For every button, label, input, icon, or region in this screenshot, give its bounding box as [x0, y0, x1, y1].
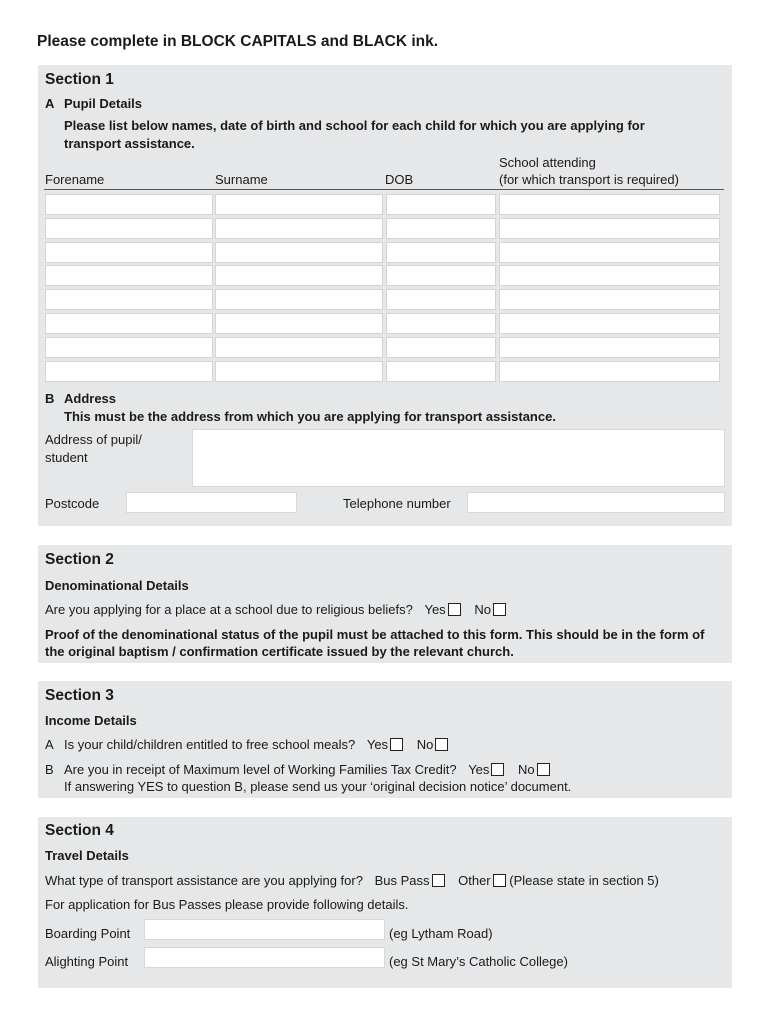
- other-label: Other: [458, 873, 491, 888]
- section-2: [38, 545, 732, 663]
- pupil-dob-input[interactable]: [386, 194, 496, 215]
- pupil-school-input[interactable]: [499, 265, 720, 286]
- pupil-dob-input[interactable]: [386, 337, 496, 358]
- form-instruction-heading: Please complete in BLOCK CAPITALS and BLACK ink.: [37, 33, 439, 50]
- section-4-title: Section 4: [45, 822, 114, 839]
- pupil-forename-input[interactable]: [45, 242, 213, 263]
- pupil-school-input[interactable]: [499, 289, 720, 310]
- pupil-school-input[interactable]: [499, 337, 720, 358]
- proof-statement-line-1: Proof of the denominational status of the pupil must be attached to this form. This should be in the form of: [45, 627, 705, 642]
- religious-beliefs-question: [45, 602, 506, 617]
- section-4: [38, 817, 732, 988]
- boarding-point-example: (eg Lytham Road): [389, 926, 493, 941]
- question-3b-text: Are you in receipt of Maximum level of Working Families Tax Credit?: [64, 762, 457, 777]
- section-3-title: Section 3: [45, 687, 114, 704]
- question-3b-letter: B: [45, 762, 54, 777]
- section-1a-letter: A: [45, 96, 55, 111]
- pupil-dob-input[interactable]: [386, 289, 496, 310]
- section-2-title: Section 2: [45, 551, 114, 568]
- religious-yes-label: Yes: [424, 602, 446, 617]
- pupil-surname-input[interactable]: [215, 361, 383, 382]
- pupil-forename-input[interactable]: [45, 265, 213, 286]
- bus-pass-label: Bus Pass: [374, 873, 430, 888]
- pupil-dob-input[interactable]: [386, 313, 496, 334]
- question-3a: [64, 737, 448, 752]
- section-1-title: Section 1: [45, 71, 114, 88]
- pupil-forename-input[interactable]: [45, 289, 213, 310]
- pupil-school-input[interactable]: [499, 218, 720, 239]
- bus-pass-checkbox[interactable]: [432, 874, 445, 887]
- transport-type-question-text: What type of transport assistance are you applying for?: [45, 873, 363, 888]
- pupil-school-input[interactable]: [499, 313, 720, 334]
- pupil-school-input[interactable]: [499, 194, 720, 215]
- tax-credit-yes-label: Yes: [468, 762, 490, 777]
- section-1b-title: Address: [64, 391, 117, 406]
- question-3b-note: If answering YES to question B, please send us your ‘original decision notice’ document.: [64, 779, 572, 794]
- bus-pass-note: For application for Bus Passes please provide following details.: [45, 897, 409, 912]
- pupil-surname-input[interactable]: [215, 218, 383, 239]
- telephone-input[interactable]: [467, 492, 725, 513]
- pupil-forename-input[interactable]: [45, 337, 213, 358]
- address-label-line-1: Address of pupil/: [45, 432, 142, 447]
- column-header-school-note: (for which transport is required): [499, 172, 679, 187]
- other-note: (Please state in section 5): [509, 873, 659, 888]
- pupil-surname-input[interactable]: [215, 194, 383, 215]
- pupil-dob-input[interactable]: [386, 218, 496, 239]
- boarding-point-label: Boarding Point: [45, 926, 131, 941]
- alighting-point-input[interactable]: [144, 947, 385, 968]
- pupil-surname-input[interactable]: [215, 337, 383, 358]
- tax-credit-yes-checkbox[interactable]: [491, 763, 504, 776]
- other-checkbox[interactable]: [493, 874, 506, 887]
- alighting-point-example: (eg St Mary’s Catholic College): [389, 954, 568, 969]
- column-header-school: School attending: [499, 155, 596, 170]
- meals-yes-checkbox[interactable]: [390, 738, 403, 751]
- religious-no-checkbox[interactable]: [493, 603, 506, 616]
- section-1b-letter: B: [45, 391, 55, 406]
- telephone-label: Telephone number: [343, 496, 451, 511]
- religious-beliefs-question-text: Are you applying for a place at a school due to religious beliefs?: [45, 602, 413, 617]
- pupil-forename-input[interactable]: [45, 361, 213, 382]
- alighting-point-label: Alighting Point: [45, 954, 129, 969]
- section-3-subtitle: Income Details: [45, 713, 137, 728]
- column-header-forename: Forename: [45, 172, 105, 187]
- pupil-school-input[interactable]: [499, 361, 720, 382]
- section-1b-instruction: This must be the address from which you are applying for transport assistance.: [64, 409, 556, 424]
- column-header-surname: Surname: [215, 172, 268, 187]
- section-3: [38, 681, 732, 798]
- address-input[interactable]: [192, 429, 725, 487]
- question-3a-letter: A: [45, 737, 54, 752]
- pupil-surname-input[interactable]: [215, 313, 383, 334]
- section-1: [38, 65, 732, 526]
- pupil-school-input[interactable]: [499, 242, 720, 263]
- pupil-surname-input[interactable]: [215, 289, 383, 310]
- boarding-point-input[interactable]: [144, 919, 385, 940]
- pupil-dob-input[interactable]: [386, 265, 496, 286]
- section-2-subtitle: Denominational Details: [45, 578, 189, 593]
- question-3a-text: Is your child/children entitled to free school meals?: [64, 737, 356, 752]
- pupil-forename-input[interactable]: [45, 313, 213, 334]
- pupil-forename-input[interactable]: [45, 194, 213, 215]
- pupil-dob-input[interactable]: [386, 361, 496, 382]
- section-4-subtitle: Travel Details: [45, 848, 129, 863]
- tax-credit-no-checkbox[interactable]: [537, 763, 550, 776]
- section-1a-instruction: Please list below names, date of birth and school for each child for which you are applying for transport assistance.: [64, 118, 645, 151]
- meals-no-checkbox[interactable]: [435, 738, 448, 751]
- address-label-line-2: student: [45, 450, 88, 465]
- religious-no-label: No: [474, 602, 491, 617]
- pupil-surname-input[interactable]: [215, 265, 383, 286]
- transport-type-question: [45, 873, 659, 888]
- meals-no-label: No: [416, 737, 434, 752]
- religious-yes-checkbox[interactable]: [448, 603, 461, 616]
- table-header-rule: [44, 189, 724, 190]
- postcode-input[interactable]: [126, 492, 297, 513]
- postcode-label: Postcode: [45, 496, 100, 511]
- tax-credit-no-label: No: [518, 762, 535, 777]
- pupil-surname-input[interactable]: [215, 242, 383, 263]
- proof-statement-line-2: the original baptism / confirmation certificate issued by the relevant church.: [45, 644, 514, 659]
- pupil-forename-input[interactable]: [45, 218, 213, 239]
- section-1a-title: Pupil Details: [64, 96, 143, 111]
- meals-yes-label: Yes: [366, 737, 389, 752]
- pupil-dob-input[interactable]: [386, 242, 496, 263]
- question-3b: [64, 762, 550, 777]
- column-header-dob: DOB: [385, 172, 414, 187]
